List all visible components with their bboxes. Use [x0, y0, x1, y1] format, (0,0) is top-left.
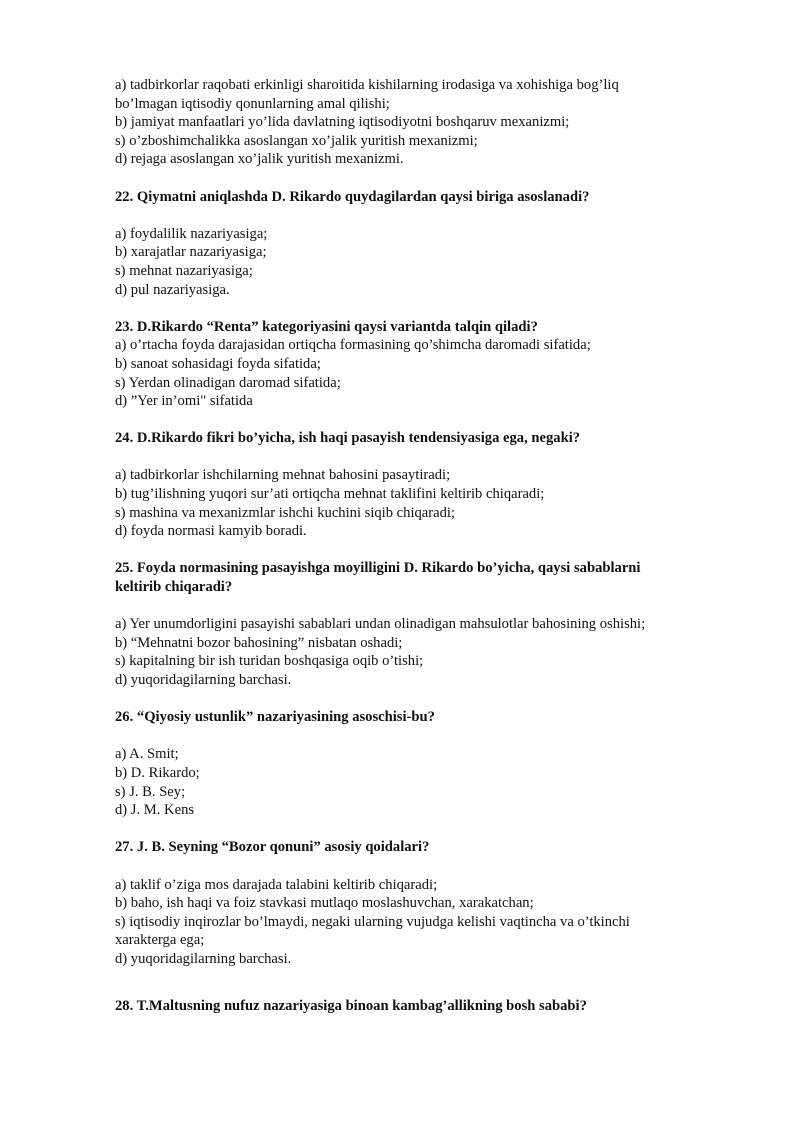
question-25-line-1: 25. Foyda normasining pasayishga moyilligini D. Rikardo bo’yicha, qaysi sabablarni: [115, 560, 641, 577]
option-line: d) J. M. Kens: [115, 802, 195, 819]
option-line: s) mashina va mexanizmlar ishchi kuchini siqib chiqaradi;: [115, 504, 456, 521]
option-line: s) mehnat nazariyasiga;: [115, 262, 253, 279]
option-line: d) pul nazariyasiga.: [115, 281, 230, 298]
option-line: d) yuqoridagilarning barchasi.: [115, 672, 292, 688]
question-23: 23. D.Rikardo “Renta” kategoriyasini qaysi variantda talqin qiladi?: [115, 318, 538, 335]
option-line: b) D. Rikardo;: [115, 764, 200, 781]
option-line: a) tadbirkorlar ishchilarning mehnat bahosini pasaytiradi;: [115, 467, 451, 484]
option-line: s) Yerdan olinadigan daromad sifatida;: [115, 374, 341, 391]
option-line: bo’lmagan iqtisodiy qonunlarning amal qilishi;: [115, 95, 390, 112]
question-24: 24. D.Rikardo fikri bo’yicha, ish haqi pasayish tendensiyasiga ega, negaki?: [115, 430, 581, 447]
question-26: 26. “Qiyosiy ustunlik” nazariyasining asoschisi-bu?: [115, 709, 435, 726]
option-line: d) ”Yer in’omi" sifatida: [115, 393, 253, 410]
option-line: b) “Mehnatni bozor bahosining” nisbatan oshadi;: [115, 634, 403, 651]
option-line: b) tug’ilishning yuqori sur’ati ortiqcha mehnat taklifini keltirib chiqaradi;: [115, 486, 545, 503]
option-line: a) Yer unumdorligini pasayishi sabablari undan olinadigan mahsulotlar bahosining oshishi;: [115, 616, 646, 633]
option-line: b) baho, ish haqi va foiz stavkasi mutlaqo moslashuvchan, xarakatchan;: [115, 895, 534, 912]
intro-options: [115, 76, 715, 169]
question-25-line-2: keltirib chiqaradi?: [115, 579, 233, 596]
option-line: a) taklif o’ziga mos darajada talabini keltirib chiqaradi;: [115, 876, 438, 893]
option-line: a) foydalilik nazariyasiga;: [115, 225, 268, 242]
option-line: a) A. Smit;: [115, 746, 179, 763]
option-line: d) yuqoridagilarning barchasi.: [115, 950, 292, 967]
option-line: b) sanoat sohasidagi foyda sifatida;: [115, 355, 321, 372]
option-line: b) jamiyat manfaatlari yo’lida davlatning iqtisodiyotni boshqaruv mexanizmi;: [115, 114, 570, 131]
option-line: s) o’zboshimchalikka asoslangan xo’jalik yuritish mexanizmi;: [115, 132, 478, 149]
option-line: s) iqtisodiy inqirozlar bo’lmaydi, negaki ularning vujudga kelishi vaqtincha va o’tkinchi: [115, 913, 630, 930]
question-28: 28. T.Maltusning nufuz nazariyasiga binoan kambag’allikning bosh sababi?: [115, 998, 587, 1015]
option-line: a) o’rtacha foyda darajasidan ortiqcha formasining qo’shimcha daromadi sifatida;: [115, 337, 591, 354]
option-line: xarakterga ega;: [115, 932, 205, 949]
document-content: [115, 76, 715, 1016]
option-line: s) J. B. Sey;: [115, 783, 186, 800]
option-line: d) rejaga asoslangan xo’jalik yuritish mexanizmi.: [115, 151, 404, 168]
question-27: 27. J. B. Seyning “Bozor qonuni” asosiy qoidalari?: [115, 839, 430, 856]
question-22: 22. Qiymatni aniqlashda D. Rikardo quydagilardan qaysi biriga asoslanadi?: [115, 188, 590, 205]
option-line: d) foyda normasi kamyib boradi.: [115, 523, 307, 540]
option-line: b) xarajatlar nazariyasiga;: [115, 244, 267, 261]
option-line: a) tadbirkorlar raqobati erkinligi sharoitida kishilarning irodasiga va xohishiga bog’liq: [115, 77, 619, 93]
option-line: s) kapitalning bir ish turidan boshqasiga oqib o’tishi;: [115, 653, 424, 670]
